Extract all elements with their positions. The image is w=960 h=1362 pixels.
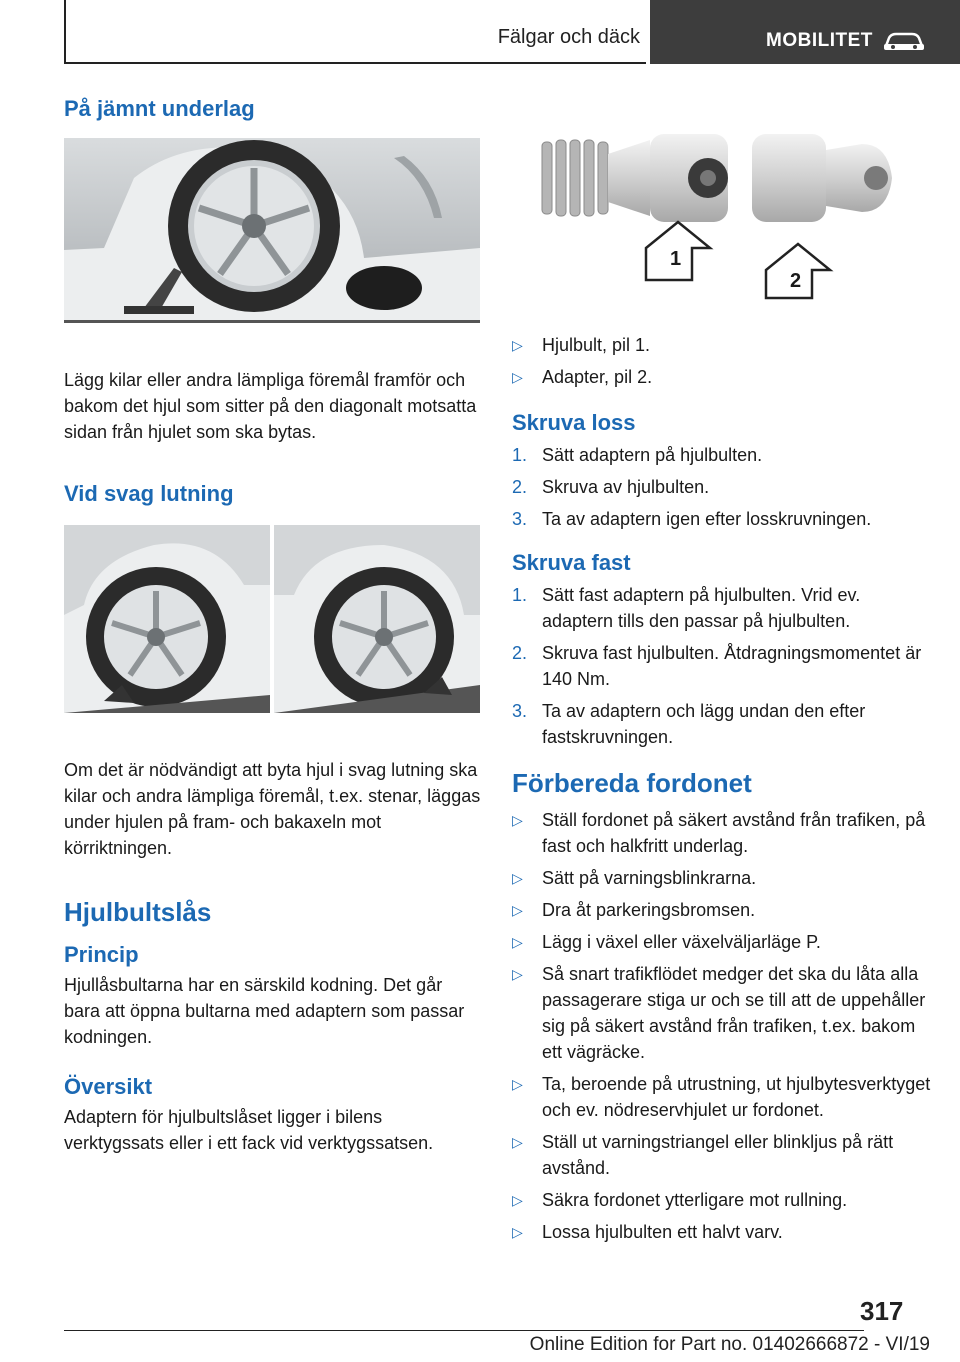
list-item: 2. Skruva av hjulbulten. — [512, 477, 710, 497]
heading-prepare-vehicle: Förbereda fordonet — [512, 768, 752, 798]
list-item: ▷ Så snart trafikflödet medger det ska du låta alla passagerare stiga ur och se till att de uppehåller sig på säkert avstånd från trafiken, t.ex. bakom ett vägräcke. — [512, 961, 932, 1065]
bullet-triangle-icon: ▷ — [512, 369, 523, 385]
list-item: ▷ Ställ ut varningstriangel eller blinkljus på rätt avstånd. — [512, 1129, 932, 1181]
heading-slight-slope: Vid svag lutning — [64, 481, 234, 506]
list-item: ▷ Ställ fordonet på säkert avstånd från trafiken, på fast och halkfritt underlag. — [512, 807, 932, 859]
arrow-label-1: 1 — [670, 248, 682, 270]
list-item: ▷ Säkra fordonet ytterligare mot rullning. — [512, 1187, 932, 1213]
header-section-title: Fälgar och däck — [497, 26, 640, 48]
header-bottom-rule — [64, 62, 646, 64]
illustration-slope-right — [274, 525, 480, 713]
list-item: 2. Skruva fast hjulbulten. Åtdragningsmomentet är 140 Nm. — [512, 643, 922, 689]
bullet-triangle-icon: ▷ — [512, 812, 523, 828]
footer-rule — [64, 1330, 864, 1331]
paragraph-principle: Hjullåsbultarna har en särskild kodning. Det går bara att öppna bultarna med adaptern som passar kodningen. — [64, 975, 465, 1047]
heading-overview: Översikt — [64, 1074, 153, 1099]
paragraph-flat-ground: Lägg kilar eller andra lämpliga föremål framför och bakom det hjul som sitter på den diagonalt motsatta sidan från hjulet som ska bytas. — [64, 370, 477, 442]
illustration-bolt-adapter — [512, 130, 928, 302]
illustration-car-on-jack — [64, 138, 480, 320]
header-chapter-label: MOBILITET — [766, 30, 873, 51]
list-item: ▷ Sätt på varningsblinkrarna. — [512, 865, 932, 891]
bullet-triangle-icon: ▷ — [512, 902, 523, 918]
illustration-slope-left — [64, 525, 270, 713]
header-left-rule — [64, 0, 66, 64]
bullet-triangle-icon: ▷ — [512, 1076, 523, 1092]
list-item: ▷ Lossa hjulbulten ett halvt varv. — [512, 1219, 932, 1245]
list-item: ▷ Adapter, pil 2. — [512, 364, 932, 390]
list-item: 1. Sätt adaptern på hjulbulten. — [512, 445, 763, 465]
loosen-steps — [512, 442, 932, 532]
illustration-ground-line — [64, 320, 480, 323]
list-item: ▷ Dra åt parkeringsbromsen. — [512, 897, 932, 923]
list-item: 1. Sätt fast adaptern på hjulbulten. Vrid ev. adaptern tills den passar på hjulbulten. — [512, 585, 861, 631]
header-chapter-tab — [650, 0, 960, 64]
list-item: ▷ Ta, beroende på utrustning, ut hjulbytesverktyget och ev. nödreservhjulet ur fordonet. — [512, 1071, 932, 1123]
heading-principle: Princip — [64, 942, 139, 967]
bullet-triangle-icon: ▷ — [512, 934, 523, 950]
illustration-slope-pair — [64, 525, 480, 717]
legend-list — [512, 332, 932, 390]
left-column — [64, 96, 482, 1156]
right-column — [512, 130, 932, 1251]
heading-flat-ground: På jämnt underlag — [64, 96, 255, 121]
bullet-triangle-icon: ▷ — [512, 870, 523, 886]
tighten-steps — [512, 582, 932, 750]
heading-loosen: Skruva loss — [512, 410, 636, 435]
bullet-triangle-icon: ▷ — [512, 966, 523, 982]
paragraph-slight-slope: Om det är nödvändigt att byta hjul i svag lutning ska kilar och andra lämpliga föremål, t.ex. stenar, läggas under hjulen på fram- och bakaxeln mot körriktningen. — [64, 760, 481, 858]
bullet-triangle-icon: ▷ — [512, 1192, 523, 1208]
list-item: ▷ Hjulbult, pil 1. — [512, 332, 932, 358]
heading-wheel-lock: Hjulbultslås — [64, 897, 212, 927]
bullet-triangle-icon: ▷ — [512, 1224, 523, 1240]
bullet-triangle-icon: ▷ — [512, 1134, 523, 1150]
arrow-label-2: 2 — [790, 270, 802, 292]
list-item: 3. Ta av adaptern igen efter losskruvningen. — [512, 509, 872, 529]
prepare-list — [512, 807, 932, 1245]
paragraph-overview: Adaptern för hjulbultslåset ligger i bilens verktygssats eller i ett fack vid verktygssatsen. — [64, 1107, 434, 1153]
car-icon — [882, 30, 926, 54]
heading-tighten: Skruva fast — [512, 550, 631, 575]
list-item: 3. Ta av adaptern och lägg undan den efter fastskruvningen. — [512, 701, 866, 747]
bullet-triangle-icon: ▷ — [512, 337, 523, 353]
footer-edition: Online Edition for Part no. 01402666872 - VI/19 — [529, 1334, 930, 1355]
page-number: 317 — [860, 1296, 904, 1326]
list-item: ▷ Lägg i växel eller växelväljarläge P. — [512, 929, 932, 955]
